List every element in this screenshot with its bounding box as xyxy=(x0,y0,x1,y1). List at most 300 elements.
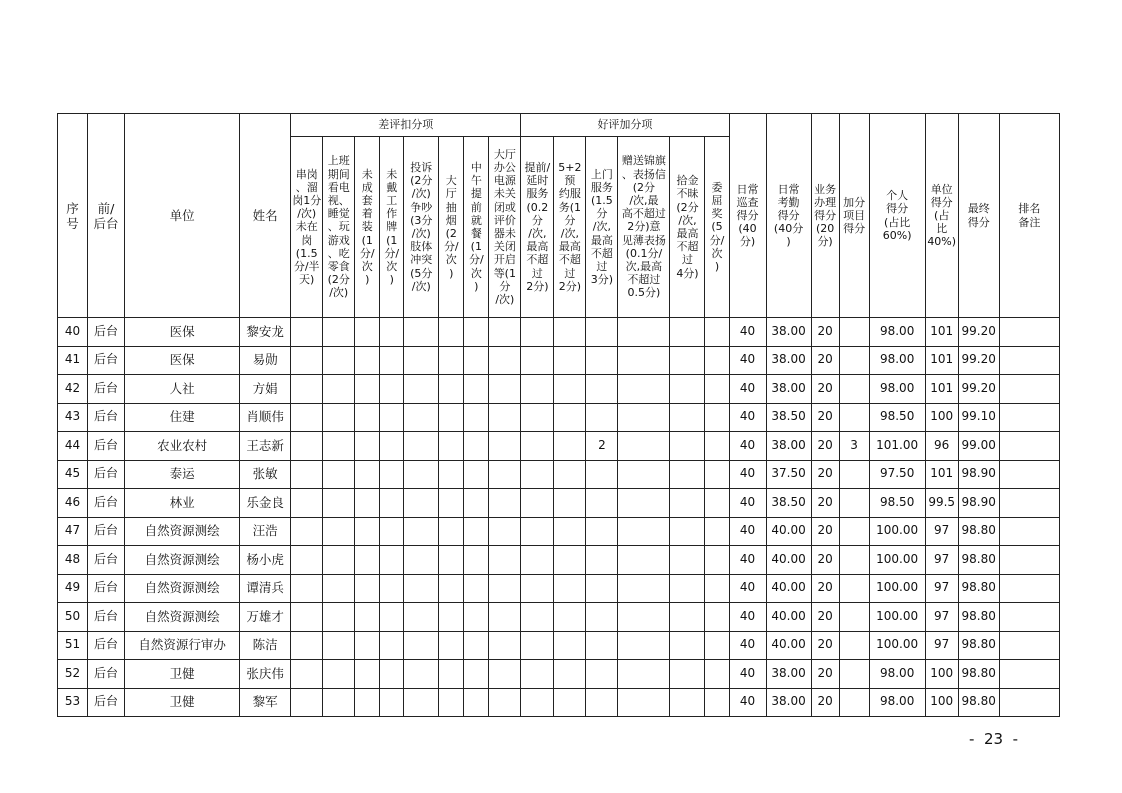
empty-cell xyxy=(439,688,464,717)
row-unit: 医保 xyxy=(125,318,240,347)
empty-cell xyxy=(464,517,489,546)
row-personal-score: 101.00 xyxy=(869,432,925,461)
header-good-col: 委 屈 奖 (5 分/ 次 ) xyxy=(705,137,729,318)
row-seq: 40 xyxy=(58,318,88,347)
empty-cell xyxy=(291,546,323,575)
row-personal-score: 100.00 xyxy=(869,517,925,546)
empty-cell xyxy=(291,603,323,632)
empty-cell xyxy=(464,375,489,404)
row-front-back: 后台 xyxy=(88,688,125,717)
empty-cell xyxy=(464,318,489,347)
row-business-score: 20 xyxy=(811,346,839,375)
row-seq: 42 xyxy=(58,375,88,404)
row-unit: 卫健 xyxy=(125,688,240,717)
empty-cell xyxy=(670,631,705,660)
empty-cell xyxy=(439,631,464,660)
empty-cell xyxy=(323,489,355,518)
empty-cell xyxy=(670,688,705,717)
empty-cell xyxy=(404,432,439,461)
empty-cell xyxy=(670,603,705,632)
empty-cell xyxy=(705,460,729,489)
header-good-col: 赠送锦旗 、表扬信 (2分 /次,最 高不超过 2分)意 见薄表扬 (0.1分/ 次,最高 不超过 0.5分) xyxy=(618,137,670,318)
header-bad-col: 未 成 套 着 装 (1 分/ 次 ) xyxy=(355,137,380,318)
empty-cell xyxy=(439,574,464,603)
empty-cell xyxy=(618,375,670,404)
row-business-score: 20 xyxy=(811,517,839,546)
empty-cell xyxy=(439,375,464,404)
row-personal-score: 98.00 xyxy=(869,660,925,689)
empty-cell xyxy=(291,346,323,375)
empty-cell xyxy=(521,318,554,347)
row-home-service xyxy=(586,318,618,347)
row-unit-score: 97 xyxy=(925,574,958,603)
empty-cell xyxy=(464,631,489,660)
empty-cell xyxy=(323,603,355,632)
empty-cell xyxy=(521,688,554,717)
header-bad-col: 大厅 办公 电源 未关 闭或 评价 器未 关闭 开启 等(1 分 /次) xyxy=(489,137,521,318)
table-row xyxy=(58,603,1060,632)
empty-cell xyxy=(291,517,323,546)
row-home-service xyxy=(586,660,618,689)
empty-cell xyxy=(380,688,404,717)
row-patrol-score: 40 xyxy=(729,660,766,689)
empty-cell xyxy=(291,318,323,347)
header-patrol: 日常 巡查 得分 (40 分) xyxy=(729,114,766,318)
row-personal-score: 98.00 xyxy=(869,346,925,375)
empty-cell xyxy=(380,432,404,461)
empty-cell xyxy=(618,432,670,461)
header-good-col: 提前/ 延时 服务 (0.2 分 /次, 最高 不超 过 2分) xyxy=(521,137,554,318)
table-row xyxy=(58,460,1060,489)
empty-cell xyxy=(439,432,464,461)
row-front-back: 后台 xyxy=(88,603,125,632)
empty-cell xyxy=(380,460,404,489)
empty-cell xyxy=(355,489,380,518)
empty-cell xyxy=(489,546,521,575)
row-seq: 49 xyxy=(58,574,88,603)
empty-cell xyxy=(291,660,323,689)
row-personal-score: 98.00 xyxy=(869,318,925,347)
empty-cell xyxy=(618,688,670,717)
empty-cell xyxy=(439,660,464,689)
row-final-score: 98.80 xyxy=(958,517,999,546)
row-business-score: 20 xyxy=(811,603,839,632)
empty-cell xyxy=(705,574,729,603)
row-patrol-score: 40 xyxy=(729,346,766,375)
empty-cell xyxy=(705,546,729,575)
empty-cell xyxy=(705,375,729,404)
empty-cell xyxy=(670,489,705,518)
empty-cell xyxy=(404,660,439,689)
empty-cell xyxy=(999,517,1059,546)
empty-cell xyxy=(323,318,355,347)
row-unit-score: 101 xyxy=(925,346,958,375)
empty-cell xyxy=(380,517,404,546)
empty-cell xyxy=(705,318,729,347)
row-unit-score: 99.5 xyxy=(925,489,958,518)
empty-cell xyxy=(291,375,323,404)
empty-cell xyxy=(999,346,1059,375)
row-patrol-score: 40 xyxy=(729,546,766,575)
empty-cell xyxy=(999,375,1059,404)
header-good-group: 好评加分项 xyxy=(521,114,729,137)
empty-cell xyxy=(355,603,380,632)
row-attendance-score: 38.00 xyxy=(766,688,811,717)
empty-cell xyxy=(404,631,439,660)
row-seq: 47 xyxy=(58,517,88,546)
header-good-col: 上门 服务 (1.5 分 /次, 最高 不超 过 3分) xyxy=(586,137,618,318)
empty-cell xyxy=(554,546,586,575)
header-business: 业务 办理 得分 (20 分) xyxy=(811,114,839,318)
row-unit-score: 100 xyxy=(925,688,958,717)
empty-cell xyxy=(554,631,586,660)
row-home-service xyxy=(586,489,618,518)
row-bonus-score xyxy=(839,660,869,689)
row-name: 杨小虎 xyxy=(240,546,291,575)
row-front-back: 后台 xyxy=(88,489,125,518)
row-name: 方娟 xyxy=(240,375,291,404)
row-seq: 52 xyxy=(58,660,88,689)
table-row xyxy=(58,631,1060,660)
empty-cell xyxy=(489,403,521,432)
empty-cell xyxy=(489,631,521,660)
empty-cell xyxy=(439,346,464,375)
empty-cell xyxy=(554,489,586,518)
empty-cell xyxy=(999,460,1059,489)
empty-cell xyxy=(323,660,355,689)
empty-cell xyxy=(464,489,489,518)
row-personal-score: 100.00 xyxy=(869,546,925,575)
empty-cell xyxy=(439,460,464,489)
empty-cell xyxy=(554,460,586,489)
empty-cell xyxy=(439,403,464,432)
row-name: 张敏 xyxy=(240,460,291,489)
empty-cell xyxy=(291,688,323,717)
row-attendance-score: 40.00 xyxy=(766,603,811,632)
row-business-score: 20 xyxy=(811,660,839,689)
empty-cell xyxy=(291,432,323,461)
row-front-back: 后台 xyxy=(88,517,125,546)
empty-cell xyxy=(355,432,380,461)
empty-cell xyxy=(404,603,439,632)
empty-cell xyxy=(291,574,323,603)
row-home-service: 2 xyxy=(586,432,618,461)
empty-cell xyxy=(323,574,355,603)
empty-cell xyxy=(439,489,464,518)
row-name: 万雄才 xyxy=(240,603,291,632)
empty-cell xyxy=(618,517,670,546)
row-name: 黎军 xyxy=(240,688,291,717)
row-unit: 自然资源测绘 xyxy=(125,517,240,546)
row-front-back: 后台 xyxy=(88,346,125,375)
empty-cell xyxy=(521,574,554,603)
empty-cell xyxy=(439,603,464,632)
row-attendance-score: 38.50 xyxy=(766,403,811,432)
empty-cell xyxy=(464,603,489,632)
row-patrol-score: 40 xyxy=(729,318,766,347)
row-unit-score: 101 xyxy=(925,460,958,489)
empty-cell xyxy=(323,432,355,461)
row-unit-score: 101 xyxy=(925,318,958,347)
row-unit: 卫健 xyxy=(125,660,240,689)
empty-cell xyxy=(670,403,705,432)
row-attendance-score: 38.00 xyxy=(766,432,811,461)
empty-cell xyxy=(999,631,1059,660)
empty-cell xyxy=(489,346,521,375)
empty-cell xyxy=(554,517,586,546)
empty-cell xyxy=(380,318,404,347)
empty-cell xyxy=(489,688,521,717)
row-front-back: 后台 xyxy=(88,403,125,432)
header-final: 最终 得分 xyxy=(958,114,999,318)
row-unit: 自然资源测绘 xyxy=(125,546,240,575)
row-front-back: 后台 xyxy=(88,460,125,489)
empty-cell xyxy=(554,346,586,375)
empty-cell xyxy=(554,375,586,404)
empty-cell xyxy=(999,318,1059,347)
empty-cell xyxy=(464,660,489,689)
empty-cell xyxy=(999,688,1059,717)
empty-cell xyxy=(521,517,554,546)
row-personal-score: 98.00 xyxy=(869,688,925,717)
row-attendance-score: 38.00 xyxy=(766,660,811,689)
header-attendance: 日常 考勤 得分 (40分 ) xyxy=(766,114,811,318)
empty-cell xyxy=(618,403,670,432)
empty-cell xyxy=(355,660,380,689)
empty-cell xyxy=(554,403,586,432)
empty-cell xyxy=(380,375,404,404)
empty-cell xyxy=(404,346,439,375)
header-bad-col: 未 戴 工 作 牌 (1 分/ 次 ) xyxy=(380,137,404,318)
row-bonus-score xyxy=(839,603,869,632)
empty-cell xyxy=(404,403,439,432)
empty-cell xyxy=(618,660,670,689)
empty-cell xyxy=(464,460,489,489)
table-row xyxy=(58,660,1060,689)
header-personal: 个人 得分 (占比 60%) xyxy=(869,114,925,318)
empty-cell xyxy=(521,660,554,689)
row-home-service xyxy=(586,603,618,632)
empty-cell xyxy=(705,517,729,546)
row-business-score: 20 xyxy=(811,432,839,461)
empty-cell xyxy=(999,603,1059,632)
row-seq: 45 xyxy=(58,460,88,489)
header-good-col: 5+2预 约服 务(1 分 /次, 最高 不超 过 2分) xyxy=(554,137,586,318)
row-home-service xyxy=(586,688,618,717)
row-patrol-score: 40 xyxy=(729,432,766,461)
empty-cell xyxy=(355,574,380,603)
header-bad-col: 投诉 (2分 /次) 争吵 (3分 /次) 肢体 冲突 (5分 /次) xyxy=(404,137,439,318)
empty-cell xyxy=(404,489,439,518)
empty-cell xyxy=(323,517,355,546)
row-unit: 泰运 xyxy=(125,460,240,489)
row-patrol-score: 40 xyxy=(729,403,766,432)
row-front-back: 后台 xyxy=(88,660,125,689)
empty-cell xyxy=(554,603,586,632)
empty-cell xyxy=(705,346,729,375)
row-attendance-score: 40.00 xyxy=(766,546,811,575)
empty-cell xyxy=(291,460,323,489)
empty-cell xyxy=(489,432,521,461)
row-bonus-score xyxy=(839,460,869,489)
row-bonus-score xyxy=(839,318,869,347)
empty-cell xyxy=(380,631,404,660)
empty-cell xyxy=(404,460,439,489)
row-bonus-score: 3 xyxy=(839,432,869,461)
table-body xyxy=(58,318,1060,717)
empty-cell xyxy=(554,660,586,689)
row-name: 黎安龙 xyxy=(240,318,291,347)
empty-cell xyxy=(291,489,323,518)
row-attendance-score: 38.50 xyxy=(766,489,811,518)
row-personal-score: 98.50 xyxy=(869,403,925,432)
empty-cell xyxy=(705,603,729,632)
row-personal-score: 100.00 xyxy=(869,574,925,603)
empty-cell xyxy=(705,403,729,432)
empty-cell xyxy=(355,688,380,717)
row-attendance-score: 37.50 xyxy=(766,460,811,489)
empty-cell xyxy=(404,574,439,603)
empty-cell xyxy=(670,375,705,404)
row-unit-score: 97 xyxy=(925,517,958,546)
row-patrol-score: 40 xyxy=(729,688,766,717)
row-unit: 自然资源行审办 xyxy=(125,631,240,660)
row-unit: 农业农村 xyxy=(125,432,240,461)
empty-cell xyxy=(670,574,705,603)
row-final-score: 98.90 xyxy=(958,460,999,489)
empty-cell xyxy=(670,517,705,546)
empty-cell xyxy=(999,574,1059,603)
row-unit-score: 100 xyxy=(925,403,958,432)
empty-cell xyxy=(618,574,670,603)
row-home-service xyxy=(586,403,618,432)
row-front-back: 后台 xyxy=(88,546,125,575)
row-front-back: 后台 xyxy=(88,574,125,603)
row-seq: 41 xyxy=(58,346,88,375)
header-unit-score: 单位 得分 (占 比 40%) xyxy=(925,114,958,318)
empty-cell xyxy=(323,346,355,375)
row-final-score: 99.00 xyxy=(958,432,999,461)
row-name: 陈洁 xyxy=(240,631,291,660)
empty-cell xyxy=(439,546,464,575)
row-home-service xyxy=(586,631,618,660)
row-final-score: 98.80 xyxy=(958,688,999,717)
empty-cell xyxy=(705,660,729,689)
empty-cell xyxy=(323,546,355,575)
row-unit: 自然资源测绘 xyxy=(125,574,240,603)
empty-cell xyxy=(404,375,439,404)
header-bad-col: 串岗 、溜 岗1分 /次) 未在 岗 (1.5 分/半 天) xyxy=(291,137,323,318)
row-personal-score: 100.00 xyxy=(869,603,925,632)
row-final-score: 98.80 xyxy=(958,574,999,603)
empty-cell xyxy=(670,432,705,461)
row-patrol-score: 40 xyxy=(729,375,766,404)
header-bad-col: 中 午 提 前 就 餐 (1 分/ 次 ) xyxy=(464,137,489,318)
empty-cell xyxy=(999,546,1059,575)
row-patrol-score: 40 xyxy=(729,631,766,660)
empty-cell xyxy=(999,432,1059,461)
empty-cell xyxy=(670,660,705,689)
row-unit-score: 101 xyxy=(925,375,958,404)
empty-cell xyxy=(404,546,439,575)
empty-cell xyxy=(380,603,404,632)
row-bonus-score xyxy=(839,517,869,546)
page-number: - 23 - xyxy=(969,730,1018,748)
empty-cell xyxy=(464,546,489,575)
empty-cell xyxy=(489,517,521,546)
empty-cell xyxy=(355,517,380,546)
empty-cell xyxy=(404,688,439,717)
row-final-score: 99.20 xyxy=(958,375,999,404)
empty-cell xyxy=(380,489,404,518)
row-business-score: 20 xyxy=(811,318,839,347)
row-attendance-score: 40.00 xyxy=(766,517,811,546)
row-bonus-score xyxy=(839,631,869,660)
header-front-back: 前/ 后台 xyxy=(88,114,125,318)
empty-cell xyxy=(355,403,380,432)
table-row xyxy=(58,489,1060,518)
row-bonus-score xyxy=(839,346,869,375)
empty-cell xyxy=(618,631,670,660)
row-seq: 53 xyxy=(58,688,88,717)
row-business-score: 20 xyxy=(811,375,839,404)
row-attendance-score: 38.00 xyxy=(766,375,811,404)
empty-cell xyxy=(323,460,355,489)
row-final-score: 98.80 xyxy=(958,631,999,660)
empty-cell xyxy=(521,603,554,632)
row-bonus-score xyxy=(839,489,869,518)
row-bonus-score xyxy=(839,403,869,432)
row-name: 王志新 xyxy=(240,432,291,461)
row-unit: 医保 xyxy=(125,346,240,375)
empty-cell xyxy=(404,318,439,347)
table-row xyxy=(58,546,1060,575)
empty-cell xyxy=(521,489,554,518)
empty-cell xyxy=(670,318,705,347)
empty-cell xyxy=(618,318,670,347)
row-unit: 人社 xyxy=(125,375,240,404)
empty-cell xyxy=(618,460,670,489)
row-unit-score: 97 xyxy=(925,546,958,575)
table-row xyxy=(58,403,1060,432)
row-bonus-score xyxy=(839,574,869,603)
empty-cell xyxy=(464,346,489,375)
row-name: 肖顺伟 xyxy=(240,403,291,432)
row-unit-score: 97 xyxy=(925,603,958,632)
empty-cell xyxy=(464,688,489,717)
row-unit: 自然资源测绘 xyxy=(125,603,240,632)
row-final-score: 98.80 xyxy=(958,660,999,689)
empty-cell xyxy=(323,403,355,432)
row-bonus-score xyxy=(839,688,869,717)
empty-cell xyxy=(618,546,670,575)
empty-cell xyxy=(521,432,554,461)
score-table xyxy=(57,113,1060,717)
row-seq: 48 xyxy=(58,546,88,575)
empty-cell xyxy=(705,432,729,461)
row-unit-score: 97 xyxy=(925,631,958,660)
row-seq: 51 xyxy=(58,631,88,660)
empty-cell xyxy=(380,546,404,575)
empty-cell xyxy=(380,660,404,689)
row-patrol-score: 40 xyxy=(729,574,766,603)
empty-cell xyxy=(554,688,586,717)
row-final-score: 98.80 xyxy=(958,546,999,575)
empty-cell xyxy=(464,574,489,603)
row-front-back: 后台 xyxy=(88,318,125,347)
table-row xyxy=(58,574,1060,603)
empty-cell xyxy=(489,489,521,518)
